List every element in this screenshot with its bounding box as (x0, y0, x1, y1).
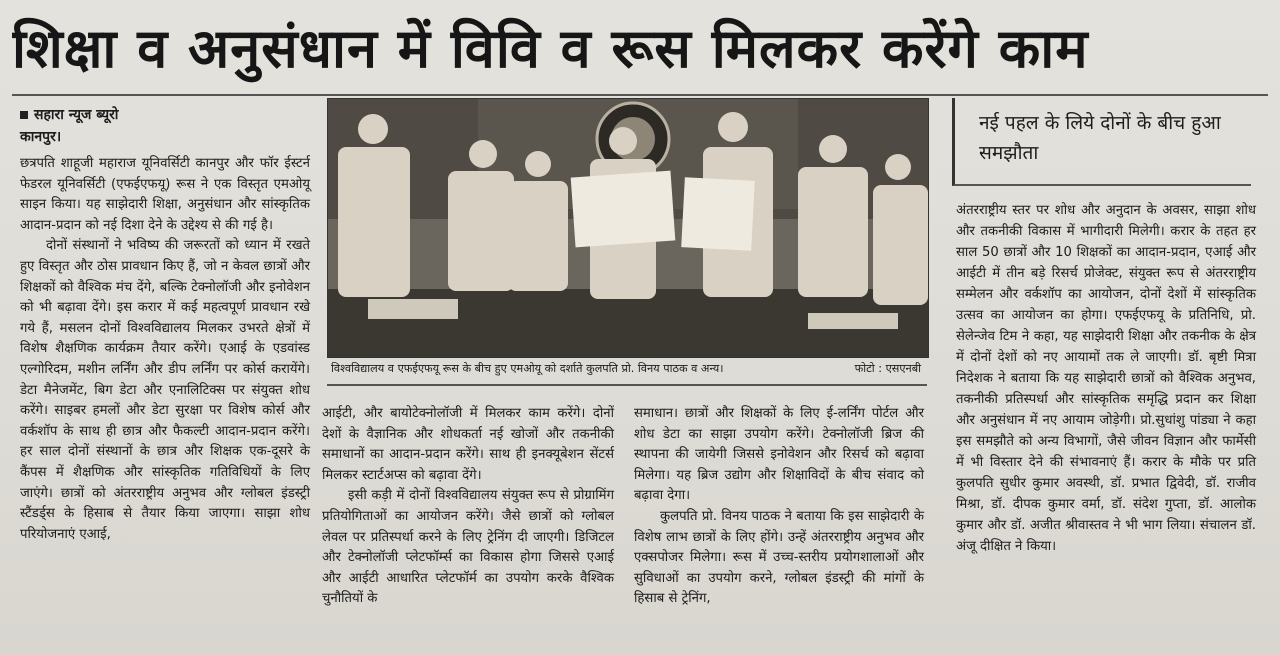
subheadline: नई पहल के लिये दोनों के बीच हुआ समझौता (979, 112, 1221, 164)
dateline: कानपुर। (20, 129, 62, 145)
column-4 (956, 200, 1256, 557)
column-1 (20, 104, 310, 545)
article-paragraph: अंतरराष्ट्रीय स्तर पर शोध और अनुदान के अवसर, साझा शोध और तकनीकी विकास में भागीदारी मिलेगी। करार के तहत हर साल 50 छात्रों और 10 शिक्षकों का आदान-प्रदान, एआई और आईटी में तीन बड़े रिसर्च प्रोजेक्ट, संयुक्त रूप से अंतरराष्ट्रीय सम्मेलन और वर्कशॉप का आयोजन, दोनों देशों में सांस्कृतिक उत्सव का आयोजन का होगा। एफईएफयू के प्रतिनिधि, प्रो. सेलेन्जेव टिम ने कहा, यह साझेदारी शिक्षा और तकनीक के क्षेत्र में दोनों देशों को नए आयामों तक ले जाएगी। डॉ. बृष्टी मित्रा निदेशक ने बताया कि यह साझेदारी छात्रों को वैश्विक अनुभव, तकनीकी प्रतिस्पर्धा और सांस्कृतिक समृद्धि प्रदान कर शिक्षा और अनुसंधान में नए आयाम जोड़ेगी। प्रो.सुधांशु पांड्या ने कहा इस समझौते को अन्य विभागों, जैसे जीवन विज्ञान और फार्मेसी में भी विस्तार देने की संभावनाएं हैं। करार के मौके पर प्रति कुलपति सुधीर कुमार अवस्थी, डॉ. प्रभात द्विवेदी, डॉ. राजीव मिश्रा, डॉ. दीपक कुमार वर्मा, डॉ. संदेश गुप्ता, डॉ. आलोक कुमार और डॉ. अजीत श्रीवास्तव ने भी भाग लिया। संचालन डॉ. अंजू दीक्षित ने किया। (956, 203, 1256, 554)
headline-rule (12, 94, 1268, 96)
headline: शिक्षा व अनुसंधान में विवि व रूस मिलकर करेंगे काम (12, 17, 1089, 80)
article-paragraph: छत्रपति शाहूजी महाराज यूनिवर्सिटी कानपुर और फॉर ईस्टर्न फेडरल यूनिवर्सिटी (एफईएफयू) रूस ने एक विस्तृत एमओयू साइन किया। यह साझेदारी शिक्षा, अनुसंधान और सांस्कृतिक आदान-प्रदान को नई दिशा देने के उद्देश्य से की गई है। (20, 156, 310, 233)
byline-square-icon (20, 111, 28, 119)
byline (20, 104, 310, 126)
article-paragraph: समाधान। छात्रों और शिक्षकों के लिए ई-लर्निंग पोर्टल और शोध डेटा का साझा उपयोग करेंगे। टेक्नोलॉजी ब्रिज की स्थापना की जायेगी जिससे इनोवेशन और रिसर्च को बढ़ावा मिलेगा। यह ब्रिज उद्योग और शिक्षाविदों के बीच संवाद को बढ़ावा देगा। (634, 406, 924, 504)
article-paragraph: दोनों संस्थानों ने भविष्य की जरूरतों को ध्यान में रखते हुए विस्तृत और ठोस प्रावधान किए हैं, जो न केवल छात्रों और शिक्षकों को वैश्विक मंच देंगे, बल्कि टेक्नोलॉजी और इनोवेशन को भी बढ़ावा देंगे। इस करार में कई महत्वपूर्ण प्रावधान रखे गये हैं, मसलन दोनों विश्वविद्यालय मिलकर उभरते क्षेत्रों में विशेष शैक्षणिक कार्यक्रम तैयार करेंगे। एआई के एडवांस्ड एल्गोरिदम, मशीन लर्निंग और डीप लर्निंग पर कोर्स करायेंगे। डेटा मैनेजमेंट, बिग डेटा और एनालिटिक्स पर संयुक्त शोध करेंगे। साइबर हमलों और डेटा सुरक्षा पर विशेष कोर्स और वर्कशॉप के साथ ही छात्र और फैकल्टी आदान-प्रदान करेंगे। हर साल दोनों संस्थानों के छात्र और शिक्षक एक-दूसरे के कैंपस में शैक्षणिक और सांस्कृतिक गतिविधियों के लिए जाएंगे। छात्रों को अंतरराष्ट्रीय अनुभव और ग्लोबल इंडस्ट्री स्टैंडर्ड्स के हिसाब से तैयार किया जाएगा। साझा शोध परियोजनाएं एआई, (20, 238, 310, 542)
article-paragraph: कुलपति प्रो. विनय पाठक ने बताया कि इस साझेदारी के विशेष लाभ छात्रों के लिए होंगे। उन्हें अंतरराष्ट्रीय अनुभव और एक्सपोजर मिलेगा। रूस में उच्च-स्तरीय प्रयोगशालाओं और सुविधाओं का उपयोग करने, ग्लोबल इंडस्ट्री की मांगों के हिसाब से ट्रेनिंग, (634, 508, 924, 607)
photo-caption-text: विश्वविद्यालय व एफईएफयू रूस के बीच हुए एमओयू को दर्शाते कुलपति प्रो. विनय पाठक व अन्य। (331, 362, 724, 375)
article-paragraph: इसी कड़ी में दोनों विश्वविद्यालय संयुक्त रूप से प्रोग्रामिंग प्रतियोगिताओं का आयोजन करेंगे। जैसे छात्रों को ग्लोबल लेवल पर प्रतिस्पर्धा करने के लिए ट्रेनिंग दी जाएगी। डिजिटल और टेक्नोलॉजी प्लेटफॉर्म्स का विकास होगा जिससे एआई और आईटी आधारित प्लेटफॉर्म का उपयोग करके वैश्विक चुनौतियों के (322, 488, 614, 607)
column-2 (322, 404, 614, 610)
photo-illustration (328, 99, 928, 357)
byline-text: सहारा न्यूज ब्यूरो (34, 107, 119, 123)
column-3 (634, 404, 924, 610)
subheadline-box (952, 98, 1251, 186)
news-photo (327, 98, 929, 358)
article-paragraph: आईटी, और बायोटेक्नोलॉजी में मिलकर काम करेंगे। दोनों देशों के वैज्ञानिक और शोधकर्ता नई खोजों और तकनीकी समाधानों का आदान-प्रदान करेंगे। साथ ही इनक्यूबेशन सेंटर्स मिलकर स्टार्टअप्स को बढ़ावा देंगे। (322, 406, 614, 483)
photo-caption (327, 358, 927, 386)
photo-credit: फोटो : एसएनबी (854, 362, 921, 375)
